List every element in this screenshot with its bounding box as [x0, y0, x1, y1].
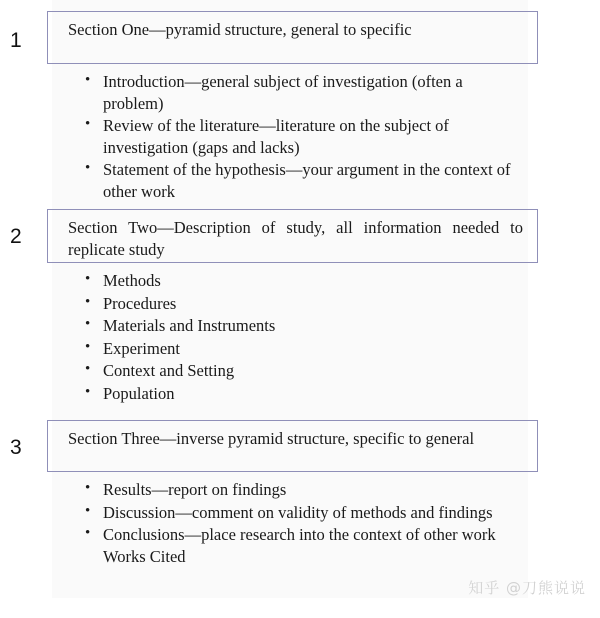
list-item: • Discussion—comment on validity of methods and findings — [82, 502, 522, 524]
watermark: 知乎 @刀熊说说 — [468, 579, 586, 597]
list-item: • Statement of the hypothesis—your argument in the context of other work — [82, 159, 522, 202]
list-item: • Procedures — [82, 293, 522, 315]
list-item: • Introduction—general subject of investigation (often a problem) — [82, 71, 522, 114]
list-item: • Materials and Instruments — [82, 315, 522, 337]
step-number-2: 2 — [10, 225, 22, 248]
step-number-1: 1 — [10, 29, 22, 52]
list-item: • Conclusions—place research into the context of other work Works Cited — [82, 524, 522, 567]
list-item: • Methods — [82, 270, 522, 292]
section-bullet-list-1 — [82, 71, 522, 203]
list-item: • Context and Setting — [82, 360, 522, 382]
list-item: • Results—report on findings — [82, 479, 522, 501]
section-bullet-list-3 — [82, 479, 522, 568]
section-header-box-1: Section One—pyramid structure, general to specific — [47, 11, 538, 64]
section-header-box-3: Section Three—inverse pyramid structure, specific to general — [47, 420, 538, 472]
list-item: • Review of the literature—literature on the subject of investigation (gaps and lacks) — [82, 115, 522, 158]
section-bullet-list-2 — [82, 270, 522, 405]
list-item: • Experiment — [82, 338, 522, 360]
section-header-box-2: Section Two—Description of study, all information needed to replicate study — [47, 209, 538, 263]
list-item: • Population — [82, 383, 522, 405]
step-number-3: 3 — [10, 436, 22, 459]
